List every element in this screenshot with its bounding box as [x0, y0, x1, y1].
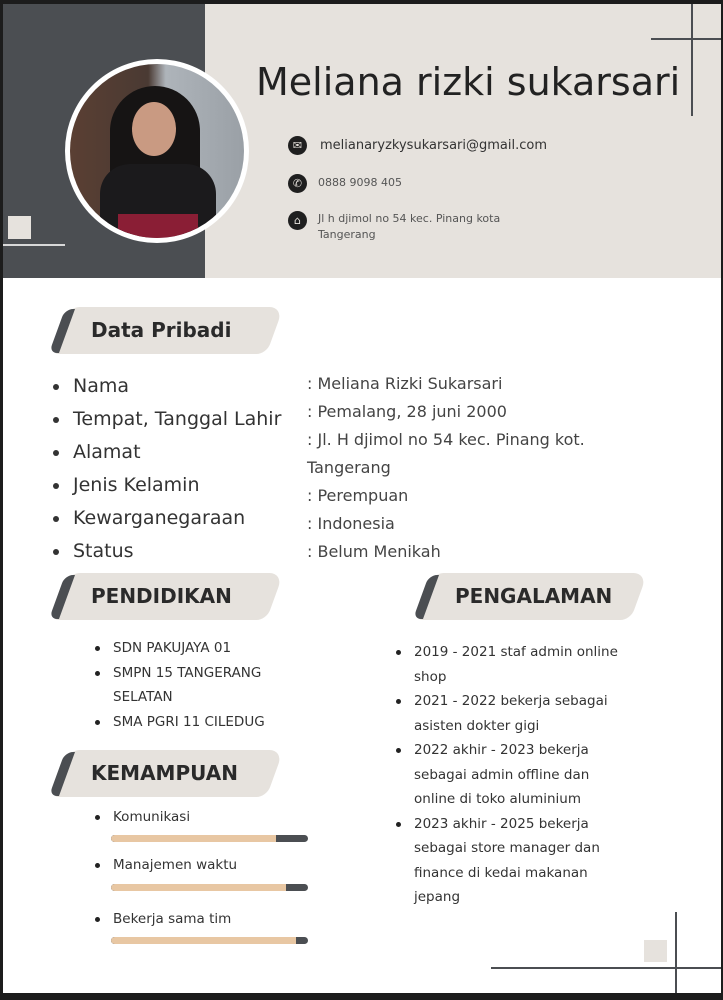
education-item: SMA PGRI 11 CILEDUG — [91, 710, 291, 735]
email-text: melianaryzkysukarsari@gmail.com — [320, 138, 547, 153]
label-ttl: Tempat, Tanggal Lahir — [53, 403, 281, 436]
profile-photo — [65, 59, 249, 243]
decorative-line — [651, 38, 721, 40]
decorative-line — [691, 4, 693, 116]
decorative-square — [8, 216, 31, 239]
skill-label: Komunikasi — [91, 806, 190, 828]
contact-address — [288, 211, 508, 243]
decorative-line — [675, 912, 677, 993]
skill-item — [91, 806, 190, 828]
decorative-line — [3, 244, 65, 246]
label-jenis-kelamin: Jenis Kelamin — [53, 469, 281, 502]
personal-values — [307, 370, 607, 566]
experience-item: 2021 - 2022 bekerja sebagai asisten dokter gigi — [392, 689, 624, 738]
decorative-square — [644, 940, 667, 962]
value-alamat-cont: Tangerang — [307, 458, 391, 477]
experience-list — [392, 640, 624, 910]
envelope-icon: ✉ — [288, 136, 307, 155]
section-title: Data Pribadi — [91, 318, 232, 342]
skill-bar — [111, 937, 308, 944]
education-item: SDN PAKUJAYA 01 — [91, 636, 291, 661]
skill-fill — [111, 937, 296, 944]
skill-bar — [111, 884, 308, 891]
experience-item: 2022 akhir - 2023 bekerja sebagai admin offline dan online di toko aluminium — [392, 738, 624, 812]
section-header-education — [53, 573, 275, 620]
experience-item: 2019 - 2021 staf admin online shop — [392, 640, 624, 689]
label-alamat: Alamat — [53, 436, 281, 469]
skill-fill — [111, 884, 286, 891]
skill-fill — [111, 835, 276, 842]
education-item: SMPN 15 TANGERANG SELATAN — [91, 661, 291, 710]
contact-email — [288, 136, 550, 155]
value-alamat: : Jl. H djimol no 54 kec. Pinang kot. — [307, 430, 585, 449]
value-kewarganegaraan: : Indonesia — [307, 514, 395, 533]
value-nama: : Meliana Rizki Sukarsari — [307, 374, 503, 393]
contact-phone — [288, 174, 402, 193]
full-name: Meliana rizki sukarsari — [256, 60, 681, 104]
skill-bar — [111, 835, 308, 842]
experience-item: 2023 akhir - 2025 bekerja sebagai store manager dan finance di kedai makanan jepang — [392, 812, 624, 910]
home-icon: ⌂ — [288, 211, 307, 230]
decorative-line — [491, 967, 721, 969]
value-status: : Belum Menikah — [307, 542, 441, 561]
personal-labels — [53, 370, 281, 568]
section-title: KEMAMPUAN — [91, 761, 238, 785]
label-kewarganegaraan: Kewarganegaraan — [53, 502, 281, 535]
skill-label: Bekerja sama tim — [91, 908, 231, 930]
section-header-skills — [53, 750, 275, 797]
skill-label: Manajemen waktu — [91, 854, 237, 876]
label-status: Status — [53, 535, 281, 568]
label-nama: Nama — [53, 370, 281, 403]
education-list — [91, 636, 291, 734]
section-header-experience — [417, 573, 639, 620]
skill-item — [91, 908, 231, 930]
section-title: PENGALAMAN — [455, 584, 613, 608]
skill-item — [91, 854, 237, 876]
value-jenis-kelamin: : Perempuan — [307, 486, 409, 505]
phone-text: 0888 9098 405 — [318, 176, 402, 189]
phone-icon: ✆ — [288, 174, 307, 193]
resume-page — [3, 4, 721, 993]
address-text: Jl h djimol no 54 kec. Pinang kota Tangerang — [318, 212, 501, 241]
section-header-personal — [53, 307, 275, 354]
value-ttl: : Pemalang, 28 juni 2000 — [307, 402, 507, 421]
section-title: PENDIDIKAN — [91, 584, 232, 608]
